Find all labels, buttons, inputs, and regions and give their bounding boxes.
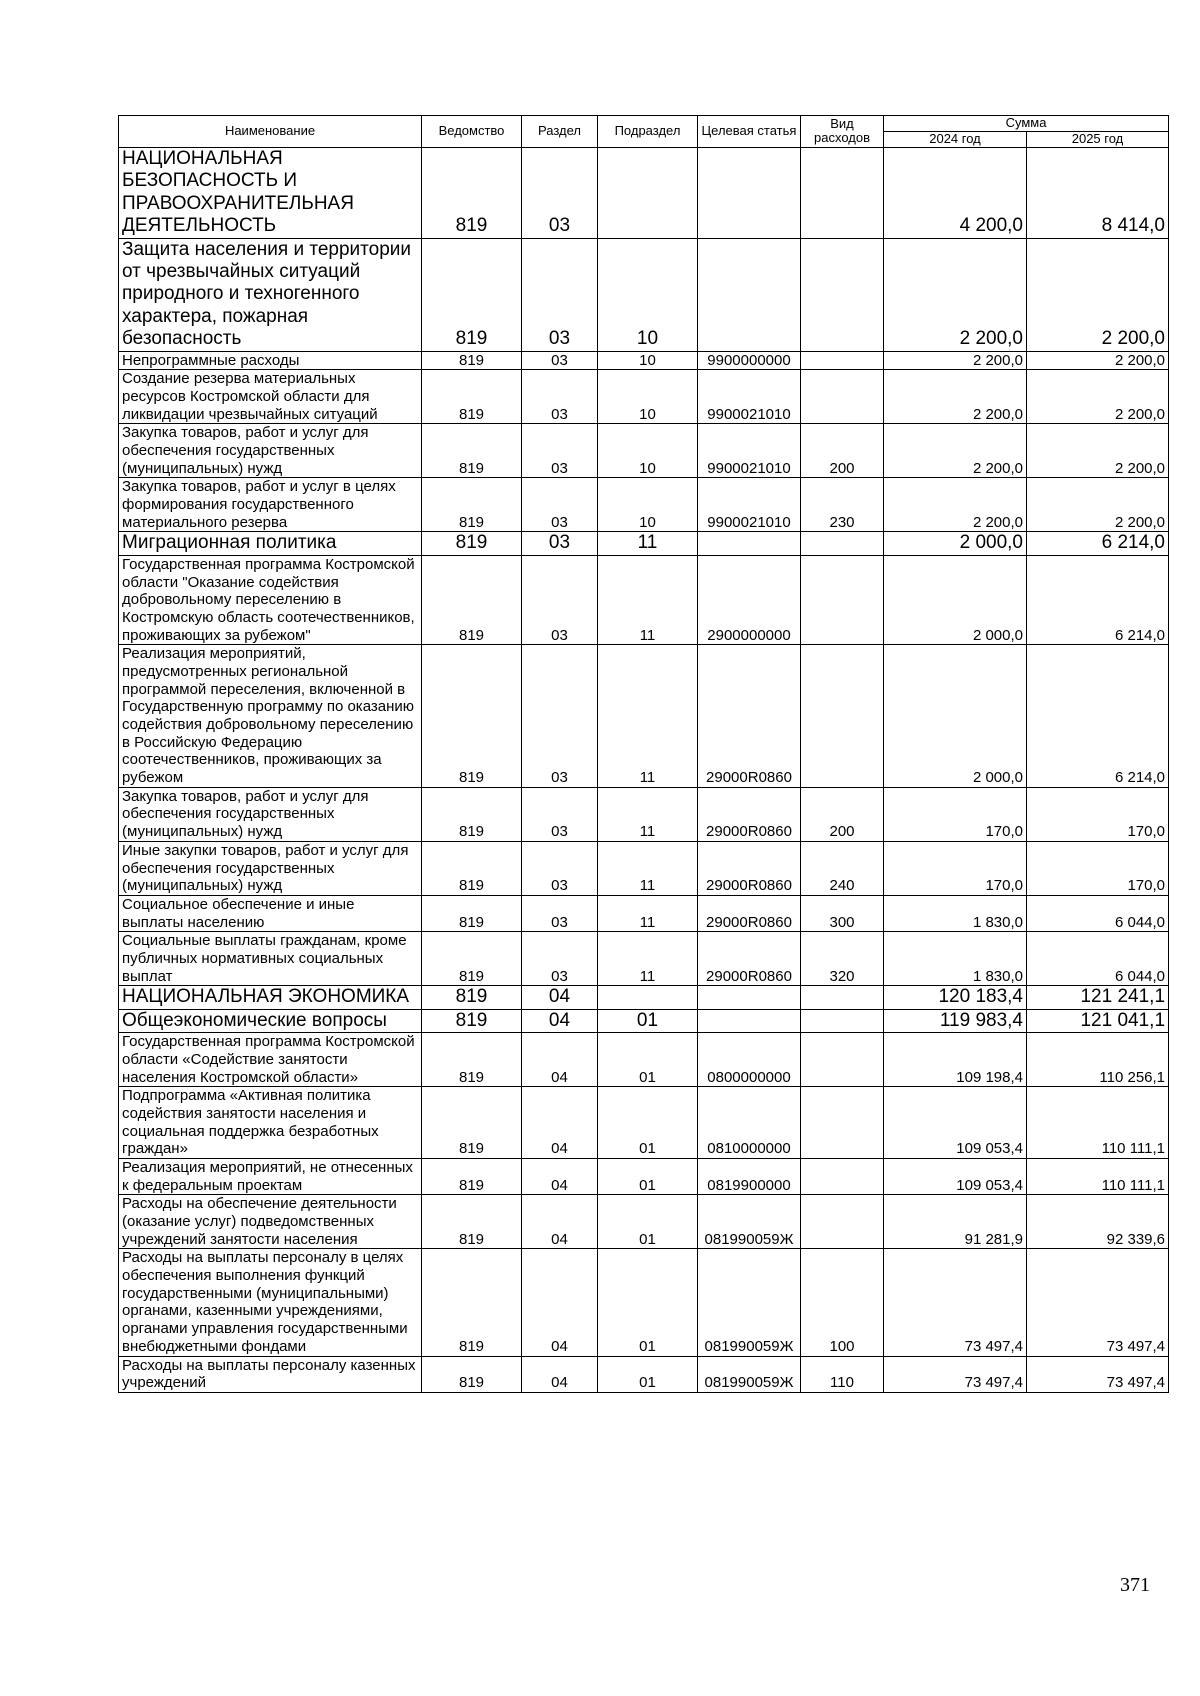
- row-name: Расходы на выплаты персоналу в целях обеспечения выполнения функций государственными (муниципальными) органами, казенными учреждениями, органами управления государственными внебюджетными фондами: [119, 1249, 422, 1356]
- row-department: 819: [422, 841, 522, 895]
- row-sum-2024: 73 497,4: [884, 1249, 1027, 1356]
- row-name: Общеэкономические вопросы: [119, 1009, 422, 1032]
- row-sum-2024: 170,0: [884, 787, 1027, 841]
- row-expense-type: 100: [801, 1249, 884, 1356]
- row-subsection: 10: [598, 370, 698, 424]
- row-section: 04: [522, 1356, 598, 1392]
- row-section: 04: [522, 1087, 598, 1159]
- row-section: 03: [522, 532, 598, 555]
- row-sum-2025: 6 044,0: [1027, 932, 1169, 986]
- table-row: [119, 895, 1169, 931]
- row-section: 03: [522, 841, 598, 895]
- row-section: 03: [522, 147, 598, 238]
- table-row: [119, 841, 1169, 895]
- row-section: 04: [522, 1158, 598, 1194]
- row-name: Реализация мероприятий, не отнесенных к федеральным проектам: [119, 1158, 422, 1194]
- row-name: Закупка товаров, работ и услуг в целях формирования государственного материального резерва: [119, 478, 422, 532]
- row-name: Создание резерва материальных ресурсов Костромской области для ликвидации чрезвычайных ситуаций: [119, 370, 422, 424]
- row-department: 819: [422, 1087, 522, 1159]
- row-sum-2024: 2 200,0: [884, 351, 1027, 370]
- row-sum-2025: 73 497,4: [1027, 1249, 1169, 1356]
- row-sum-2024: 4 200,0: [884, 147, 1027, 238]
- row-sum-2025: 73 497,4: [1027, 1356, 1169, 1392]
- table-row: [119, 555, 1169, 644]
- row-sum-2025: 2 200,0: [1027, 238, 1169, 351]
- row-name: Непрограммные расходы: [119, 351, 422, 370]
- row-section: 04: [522, 1033, 598, 1087]
- row-expense-type: [801, 986, 884, 1009]
- row-sum-2025: 121 241,1: [1027, 986, 1169, 1009]
- header-year-2025: 2025 год: [1027, 131, 1169, 147]
- row-subsection: 01: [598, 1009, 698, 1032]
- row-sum-2025: 170,0: [1027, 841, 1169, 895]
- row-section: 04: [522, 1009, 598, 1032]
- row-subsection: 11: [598, 555, 698, 644]
- row-sum-2025: 6 214,0: [1027, 555, 1169, 644]
- row-section: 03: [522, 370, 598, 424]
- row-sum-2024: 2 200,0: [884, 478, 1027, 532]
- row-target-item: 9900000000: [698, 351, 801, 370]
- row-expense-type: [801, 351, 884, 370]
- row-name: Социальное обеспечение и иные выплаты населению: [119, 895, 422, 931]
- row-expense-type: 230: [801, 478, 884, 532]
- header-target-item: Целевая статья: [698, 116, 801, 148]
- row-section: 03: [522, 351, 598, 370]
- row-sum-2025: 170,0: [1027, 787, 1169, 841]
- page-number: 371: [1120, 1574, 1150, 1596]
- header-section: Раздел: [522, 116, 598, 148]
- table-row: [119, 1033, 1169, 1087]
- row-section: 04: [522, 986, 598, 1009]
- row-department: 819: [422, 1009, 522, 1032]
- row-expense-type: 110: [801, 1356, 884, 1392]
- row-sum-2024: 120 183,4: [884, 986, 1027, 1009]
- row-subsection: 11: [598, 532, 698, 555]
- row-section: 03: [522, 478, 598, 532]
- row-target-item: [698, 147, 801, 238]
- row-expense-type: 200: [801, 424, 884, 478]
- row-name: НАЦИОНАЛЬНАЯ БЕЗОПАСНОСТЬ И ПРАВООХРАНИТЕЛЬНАЯ ДЕЯТЕЛЬНОСТЬ: [119, 147, 422, 238]
- row-sum-2024: 2 200,0: [884, 370, 1027, 424]
- row-sum-2025: 2 200,0: [1027, 351, 1169, 370]
- table-row: [119, 1009, 1169, 1032]
- row-target-item: 081990059Ж: [698, 1356, 801, 1392]
- row-sum-2024: 109 198,4: [884, 1033, 1027, 1087]
- table-header: [119, 116, 1169, 148]
- row-target-item: [698, 532, 801, 555]
- row-department: 819: [422, 986, 522, 1009]
- row-name: Социальные выплаты гражданам, кроме публичных нормативных социальных выплат: [119, 932, 422, 986]
- row-target-item: 9900021010: [698, 424, 801, 478]
- row-section: 04: [522, 1249, 598, 1356]
- row-subsection: 01: [598, 1033, 698, 1087]
- row-expense-type: [801, 1009, 884, 1032]
- row-department: 819: [422, 1195, 522, 1249]
- row-sum-2024: 2 200,0: [884, 424, 1027, 478]
- row-department: 819: [422, 1033, 522, 1087]
- row-sum-2025: 2 200,0: [1027, 478, 1169, 532]
- row-sum-2025: 121 041,1: [1027, 1009, 1169, 1032]
- row-sum-2024: 2 200,0: [884, 238, 1027, 351]
- table-row: [119, 238, 1169, 351]
- table-row: [119, 932, 1169, 986]
- table-row: [119, 370, 1169, 424]
- row-name: Закупка товаров, работ и услуг для обеспечения государственных (муниципальных) нужд: [119, 787, 422, 841]
- row-sum-2025: 2 200,0: [1027, 424, 1169, 478]
- row-sum-2024: 170,0: [884, 841, 1027, 895]
- row-section: 03: [522, 424, 598, 478]
- row-expense-type: [801, 370, 884, 424]
- row-expense-type: [801, 1195, 884, 1249]
- row-name: Государственная программа Костромской области "Оказание содействия добровольному переселению в Костромскую область соотечественников, проживающих за рубежом": [119, 555, 422, 644]
- row-section: 03: [522, 932, 598, 986]
- row-sum-2025: 110 111,1: [1027, 1158, 1169, 1194]
- row-name: Иные закупки товаров, работ и услуг для обеспечения государственных (муниципальных) нужд: [119, 841, 422, 895]
- row-sum-2025: 110 256,1: [1027, 1033, 1169, 1087]
- row-target-item: 29000R0860: [698, 841, 801, 895]
- table-row: [119, 1356, 1169, 1392]
- row-expense-type: [801, 238, 884, 351]
- row-expense-type: [801, 1087, 884, 1159]
- row-target-item: [698, 1009, 801, 1032]
- row-subsection: 01: [598, 1249, 698, 1356]
- row-department: 819: [422, 555, 522, 644]
- row-expense-type: [801, 1033, 884, 1087]
- row-section: 03: [522, 787, 598, 841]
- row-target-item: 29000R0860: [698, 895, 801, 931]
- table-row: [119, 478, 1169, 532]
- row-department: 819: [422, 478, 522, 532]
- row-sum-2024: 2 000,0: [884, 555, 1027, 644]
- table-row: [119, 351, 1169, 370]
- row-expense-type: [801, 532, 884, 555]
- row-target-item: 2900000000: [698, 555, 801, 644]
- row-sum-2024: 119 983,4: [884, 1009, 1027, 1032]
- row-department: 819: [422, 424, 522, 478]
- table-row: [119, 532, 1169, 555]
- row-target-item: 29000R0860: [698, 645, 801, 788]
- row-department: 819: [422, 645, 522, 788]
- row-department: 819: [422, 1158, 522, 1194]
- row-sum-2024: 2 000,0: [884, 532, 1027, 555]
- row-department: 819: [422, 895, 522, 931]
- table-row: [119, 1195, 1169, 1249]
- row-department: 819: [422, 370, 522, 424]
- row-target-item: [698, 986, 801, 1009]
- row-subsection: 11: [598, 787, 698, 841]
- row-name: Закупка товаров, работ и услуг для обеспечения государственных (муниципальных) нужд: [119, 424, 422, 478]
- table-row: [119, 1249, 1169, 1356]
- row-sum-2025: 6 044,0: [1027, 895, 1169, 931]
- header-department: Ведомство: [422, 116, 522, 148]
- row-subsection: 01: [598, 1158, 698, 1194]
- row-expense-type: 300: [801, 895, 884, 931]
- row-department: 819: [422, 532, 522, 555]
- row-subsection: 11: [598, 932, 698, 986]
- table-row: [119, 645, 1169, 788]
- row-name: Реализация мероприятий, предусмотренных региональной программой переселения, включенной в Государственную программу по оказанию содействия добровольному переселению в Российскую Федерацию соотечественников, проживающих за рубежом: [119, 645, 422, 788]
- row-section: 03: [522, 238, 598, 351]
- row-target-item: 0819900000: [698, 1158, 801, 1194]
- row-name: Миграционная политика: [119, 532, 422, 555]
- header-subsection: Подраздел: [598, 116, 698, 148]
- budget-table: [118, 115, 1169, 1393]
- row-sum-2024: 91 281,9: [884, 1195, 1027, 1249]
- row-sum-2025: 6 214,0: [1027, 645, 1169, 788]
- row-subsection: 01: [598, 1087, 698, 1159]
- row-subsection: 10: [598, 238, 698, 351]
- table-row: [119, 986, 1169, 1009]
- row-target-item: 0810000000: [698, 1087, 801, 1159]
- row-expense-type: 240: [801, 841, 884, 895]
- row-sum-2024: 2 000,0: [884, 645, 1027, 788]
- row-target-item: [698, 238, 801, 351]
- row-target-item: 081990059Ж: [698, 1249, 801, 1356]
- row-sum-2025: 6 214,0: [1027, 532, 1169, 555]
- row-subsection: [598, 147, 698, 238]
- row-department: 819: [422, 147, 522, 238]
- row-section: 03: [522, 555, 598, 644]
- row-sum-2025: 2 200,0: [1027, 370, 1169, 424]
- row-department: 819: [422, 787, 522, 841]
- row-sum-2025: 110 111,1: [1027, 1087, 1169, 1159]
- row-sum-2025: 92 339,6: [1027, 1195, 1169, 1249]
- header-expense-type: Вид расходов: [801, 116, 884, 148]
- row-department: 819: [422, 351, 522, 370]
- table-row: [119, 1158, 1169, 1194]
- header-name: Наименование: [119, 116, 422, 148]
- row-subsection: 01: [598, 1356, 698, 1392]
- table-row: [119, 147, 1169, 238]
- row-expense-type: [801, 555, 884, 644]
- row-name: Расходы на выплаты персоналу казенных учреждений: [119, 1356, 422, 1392]
- row-target-item: 081990059Ж: [698, 1195, 801, 1249]
- row-name: Государственная программа Костромской области «Содействие занятости населения Костромской области»: [119, 1033, 422, 1087]
- row-section: 04: [522, 1195, 598, 1249]
- row-target-item: 9900021010: [698, 478, 801, 532]
- table-row: [119, 787, 1169, 841]
- row-name: Расходы на обеспечение деятельности (оказание услуг) подведомственных учреждений занятости населения: [119, 1195, 422, 1249]
- row-subsection: 11: [598, 895, 698, 931]
- row-subsection: 10: [598, 424, 698, 478]
- row-expense-type: 200: [801, 787, 884, 841]
- row-sum-2024: 109 053,4: [884, 1087, 1027, 1159]
- row-subsection: 10: [598, 478, 698, 532]
- row-department: 819: [422, 1249, 522, 1356]
- row-section: 03: [522, 895, 598, 931]
- row-name: Защита населения и территории от чрезвычайных ситуаций природного и техногенного характера, пожарная безопасность: [119, 238, 422, 351]
- row-department: 819: [422, 932, 522, 986]
- row-expense-type: 320: [801, 932, 884, 986]
- row-target-item: 0800000000: [698, 1033, 801, 1087]
- row-department: 819: [422, 1356, 522, 1392]
- row-expense-type: [801, 147, 884, 238]
- row-subsection: [598, 986, 698, 1009]
- row-subsection: 10: [598, 351, 698, 370]
- header-sum: Сумма: [884, 116, 1169, 132]
- row-sum-2024: 109 053,4: [884, 1158, 1027, 1194]
- row-subsection: 01: [598, 1195, 698, 1249]
- row-expense-type: [801, 645, 884, 788]
- row-subsection: 11: [598, 645, 698, 788]
- row-target-item: 29000R0860: [698, 932, 801, 986]
- table-row: [119, 424, 1169, 478]
- row-sum-2024: 73 497,4: [884, 1356, 1027, 1392]
- row-name: Подпрограмма «Активная политика содействия занятости населения и социальная поддержка безработных граждан»: [119, 1087, 422, 1159]
- row-target-item: 9900021010: [698, 370, 801, 424]
- row-name: НАЦИОНАЛЬНАЯ ЭКОНОМИКА: [119, 986, 422, 1009]
- table-row: [119, 1087, 1169, 1159]
- row-department: 819: [422, 238, 522, 351]
- header-year-2024: 2024 год: [884, 131, 1027, 147]
- row-subsection: 11: [598, 841, 698, 895]
- row-target-item: 29000R0860: [698, 787, 801, 841]
- row-section: 03: [522, 645, 598, 788]
- row-expense-type: [801, 1158, 884, 1194]
- row-sum-2025: 8 414,0: [1027, 147, 1169, 238]
- row-sum-2024: 1 830,0: [884, 932, 1027, 986]
- row-sum-2024: 1 830,0: [884, 895, 1027, 931]
- table-body: [119, 147, 1169, 1392]
